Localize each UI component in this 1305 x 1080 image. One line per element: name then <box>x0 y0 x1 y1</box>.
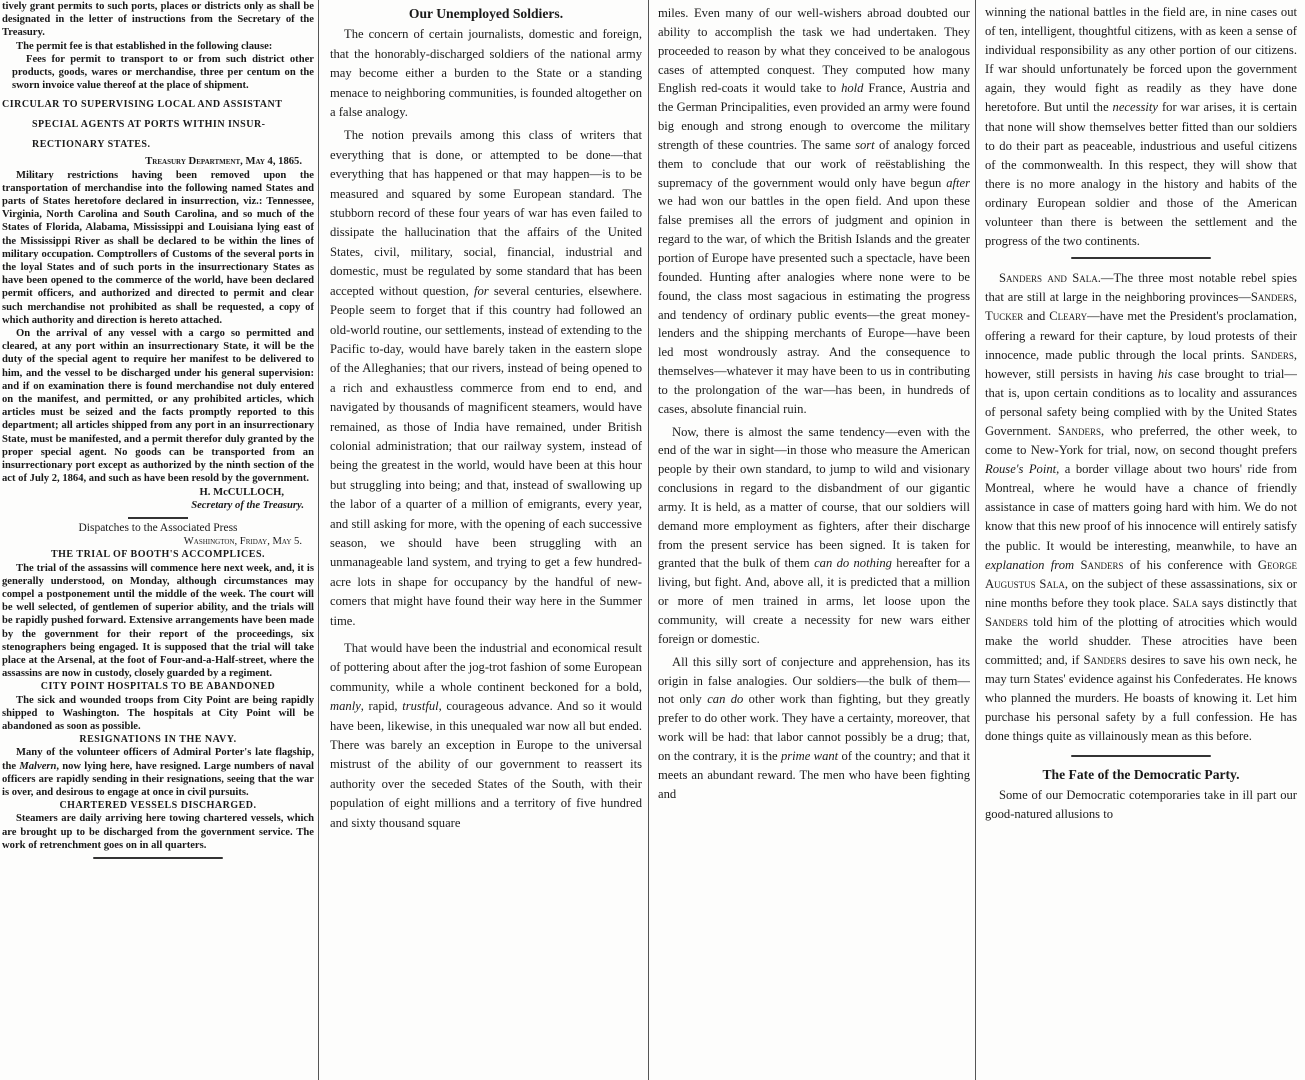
paragraph: Steamers are daily arriving here towing chartered vessels, which are brought up to be discharged from the government service. The work of retrenchment goes on in all quarters. <box>2 813 314 851</box>
signature-title: Secretary of the Treasury. <box>191 499 304 511</box>
text-run: of the country; and that it meets an abundant reward. The men who have been fighting and <box>658 748 970 801</box>
paragraph: Some of our Democratic cotemporaries take in ill part our good-natured allusions to <box>985 787 1297 821</box>
column-divider <box>318 0 319 1080</box>
text-run: , on the subject of these assassinations, six or nine months before they took place. <box>985 576 1297 610</box>
paragraph <box>658 653 970 804</box>
text-run: , rapid, <box>360 699 403 714</box>
person-name: Sanders <box>1080 557 1124 572</box>
text-run: of analogy forced them to conclude that our work of reëstablishing the supremacy of the government would only have begun <box>658 137 970 190</box>
article-headline: The Fate of the Democratic Party. <box>1042 766 1240 782</box>
text-run: hereafter for a living, but fight. And, above all, it is predicted that a million or more of men trained in arms, let loose upon the community, will create a necessity for new wars either foreign or domestic. <box>658 556 970 646</box>
paragraph: The sick and wounded troops from City Point are being rapidly shipped to Washington. The hospitals at City Point will be abandoned as soon as possible. <box>2 694 314 732</box>
paragraph: On the arrival of any vessel with a cargo so permitted and cleared, at any port within an insurrectionary State, it will be the duty of the special agent to require her manifest to be delivered to him, and the vessel to be discharged under his general supervision: and if on examination there is found merchandise not duly entered on the manifest, and permitted, or any prohibited articles, which articles must be seized and the facts promptly reported to this department; all articles shipped from any port in an insurrectionary State, must be manifested, and a permit therefor duly granted by the proper special agent. No goods can be transported from an insurrectionary port except as authorized by the ninth section of the act of July 2, 1864, and such as have been resold by the government. <box>2 328 314 485</box>
person-name: Sanders <box>1250 347 1294 362</box>
text-run: , a border village about two hours' ride from Montreal, where he would have a chance of friendly assistance in case of matters going hard with him. We do not know that this new proof of his innocence will entirely satisfy the public. It would be interesting, meanwhile, to have an <box>985 462 1297 553</box>
text-run: case brought to trial—that is, upon certain conditions as to locality and assurances of personal safety being complied with by the United States Government. <box>985 366 1297 438</box>
person-name: Tucker <box>985 309 1024 324</box>
text-run: several centuries, elsewhere. People seem to forget that if this country had followed an old-world routine, our settlements, instead of extending to the Pacific to-day, would have barely taken in the eastern slope of the Alleghanies; that our rivers, instead of being opened to a rich and exhaustless commerce from end to end, and navigated by thousands of magnificent steamers, would have remained, as those of India have remained, under British colonial administration; that our railway system, instead of being the greatest in the world, would have been at this hour but struggling into being; and that, instead of swallowing up the labor of a quarter of a million of emigrants, every year, and still asking for more, with the opening of each successive season, we should have been struggling with an unmanageable land system, and trying to get a few hundred-acre lots in shape for occupancy by the handful of new-comers that might have found their way here in the Summer time. <box>330 283 642 628</box>
text-run: and <box>1023 309 1050 324</box>
text-run: , who preferred, the other week, to come to New-York for trial, now, on second thought prefers <box>985 423 1297 458</box>
section-heading: RESIGNATIONS IN THE NAVY. <box>79 734 237 746</box>
column-divider <box>648 0 649 1080</box>
italic-text: manly <box>330 699 361 714</box>
fee-clause: Fees for permit to transport to or from such district other products, goods, wares or merchandise, three per centum on the sworn invoice value thereof at the place of shipment. <box>12 53 314 92</box>
text-run: says distinctly that <box>1198 595 1297 610</box>
section-heading: THE TRIAL OF BOOTH'S ACCOMPLICES. <box>50 549 266 561</box>
text-run: of his conference with <box>1123 557 1258 572</box>
article-headline: Our Unemployed Soldiers. <box>408 6 564 21</box>
text-run: France, Austria and the German Principalities, even provided an army were found big enough and strong enough to overcome the military strength of these countries. The same <box>658 81 970 152</box>
text-run: we had won our battles in the open field. And upon these false premises all the errors of judgment and opinion in regard to the war, of which the British Islands and the greater portion of Europe have presented such a spectacle, have been founded. Hunting after analogies where none were to be found, the class most sagacious in estimating the progress and tendency of ordinary public events—the great money-lenders and the shipping merchants of Europe—have been led most wondrously astray. And the consequence to themselves—whatever it may have been to us in contributing to the prolongation of the war—has been, in hundreds of cases, absolute financial ruin. <box>658 194 970 416</box>
person-name: Sanders <box>1083 653 1127 668</box>
italic-text: his <box>1157 366 1173 381</box>
section-heading: CHARTERED VESSELS DISCHARGED. <box>59 800 257 812</box>
paragraph <box>330 126 642 631</box>
italic-text: Rouse's Point <box>985 462 1057 477</box>
text-run: , however, still persists in having <box>985 347 1297 381</box>
text-run: told him of the plotting of atrocities which would make the world shudder. These atrocities have been committed; and, if <box>985 614 1297 668</box>
paragraph <box>985 3 1297 251</box>
text-run: —have met the President's proclamation, offering a reward for their capture, by loud protests of their innocence, made public through the local prints. <box>985 309 1297 362</box>
italic-text: prime want <box>780 748 839 763</box>
section-heading: CITY POINT HOSPITALS TO BE ABANDONED <box>40 681 276 693</box>
text-run: , <box>1293 290 1297 305</box>
italic-text: necessity <box>1112 100 1158 115</box>
text-run: Many of the volunteer officers of Admiral Porter's late flagship, the <box>2 747 314 772</box>
person-name: Sanders <box>1057 423 1101 438</box>
person-name: George Augustus Sala <box>985 557 1297 591</box>
italic-text: explanation from <box>985 557 1075 572</box>
person-name: Sala <box>1172 595 1199 610</box>
text-run: , courageous advance. And so it would have been, likewise, in this unequaled war now all but ended. There was barely an exception in Europe to the universal mistrust of the ability of our government to reassert its authority over the seceded States of the South, with their population of eight millions and a territory of five hundred and sixty thousand square <box>330 699 642 830</box>
divider <box>1071 257 1211 259</box>
divider <box>1071 755 1211 757</box>
text-run: for war arises, it is certain that none will show themselves better fitted than our soldiers to do their part as peaceable, industrious and useful citizens of the commonwealth. In this respect, they will show that there is no more analogy in the history and habits of the ordinary European soldier and those of the American volunteer than there is between the settlement and the progress of the two continents. <box>985 100 1297 249</box>
paragraph: The trial of the assassins will commence here next week, and, it is generally understood, on Monday, although circumstances may compel a postponement until the middle of the week. The court will be well selected, of gentlemen of superior ability, and the trials will be rapidly pushed forward. Extensive arrangements have been made by the government for their report of the proceedings, six stenographers being engaged. It is supposed that the trial will take place at the Arsenal, at the foot of Four-and-a-Half-street, where the assassins are now in custody, closely guarded by a regiment. <box>2 562 314 680</box>
italic-text: after <box>946 175 970 190</box>
paragraph: The permit fee is that established in the following clause: <box>16 40 273 52</box>
column-4 <box>985 0 1297 1080</box>
text-run: miles. Even many of our well-wishers abroad doubted our ability to accomplish the task we had undertaken. They proceeded to reason by what they conceived to be analogous cases of attempted conquest. They computed how many English red-coats it would take to <box>658 6 970 96</box>
italic-text: trustful <box>402 699 439 714</box>
dispatch-dateline: Washington, Friday, May 5. <box>183 536 302 548</box>
paragraph: Military restrictions having been removed upon the transportation of merchandise into the following named States and parts of States heretofore declared in insurrection, viz.: Tennessee, Virginia, North Carolina and South Carolina, and so much of the States of Florida, Alabama, Mississippi and Louisiana lying east of the Mississippi River as shall be declared to be within the lines of military occupation. Comptrollers of Customs of the several ports in the loyal States and of such ports in the insurrectionary States as have been opened to the commerce of the world, have been declared permit officers, and authorized and directed to permit and clear such merchandise not prohibited as shall be requested, a copy of which authority and direction is hereto attached. <box>2 169 314 326</box>
text-run: —The three most notable rebel spies that are still at large in the neighboring provinces— <box>985 271 1297 305</box>
italic-text: for <box>473 283 489 298</box>
section-heading: SPECIAL AGENTS AT PORTS WITHIN INSUR- <box>32 119 266 131</box>
paragraph <box>2 746 314 799</box>
divider <box>93 857 223 859</box>
dateline: Treasury Department, May 4, 1865. <box>145 156 302 168</box>
italic-text: sort <box>855 137 875 152</box>
person-name: Sanders <box>1250 290 1294 305</box>
paragraph: The concern of certain journalists, domestic and foreign, that the honorably-discharged soldiers of the national army may become either a burden to the State or a standing menace to neighboring communities, is founded altogether on a false analogy. <box>330 27 642 120</box>
paragraph <box>658 4 970 419</box>
section-heading: RECTIONARY STATES. <box>32 139 151 151</box>
dispatch-heading: Dispatches to the Associated Press <box>78 521 238 534</box>
text-run: All this silly sort of conjecture and apprehension, has its origin in false analogies. Our soldiers—the bulk of them—not only <box>658 654 970 707</box>
column-3 <box>658 0 970 1080</box>
text-run: Now, there is almost the same tendency—even with the end of the war in sight—in those who measure the American people by their own standard, to jump to wild and visionary conclusions in regard to the disbandment of our gigantic army. It is held, as a matter of course, that our soldiers will demand more employment as fighters, after their discharge from the present service has been signed. It is taken for granted that the bulk of them <box>658 424 970 571</box>
person-name: Sanders <box>985 614 1029 629</box>
italic-text: hold <box>841 81 864 96</box>
italic-text: can do <box>707 692 744 707</box>
text-run: winning the national battles in the field are, in nine cases out of ten, intelligent, thoughtful citizens, with as keen a sense of individual responsibility as any other portion of our citizens. If war should unfortunately be forced upon the government again, they would fight as readily as they have done heretofore. But until the <box>985 5 1297 115</box>
paragraph <box>985 269 1297 746</box>
paragraph <box>658 423 970 649</box>
text-run: other work than fighting, but they greatly prefer to do other work. They have a certainty, moreover, that work will be had: that labor cannot possibly be a drug; that, on the contrary, it is the <box>658 692 970 763</box>
person-name: Cleary <box>1049 309 1088 324</box>
text-run: , now lying here, have resigned. Large numbers of naval officers are rapidly sending in their resignations, seeing that the war is over, and desirous to engage at once in civil pursuits. <box>2 760 314 798</box>
column-2 <box>330 0 642 1080</box>
article-lead: Sanders and Sala. <box>999 271 1101 286</box>
column-1 <box>2 0 314 1080</box>
italic-text: can do nothing <box>814 556 892 571</box>
text-run: That would have been the industrial and economical result of pottering about after the jog-trot fashion of some European community, while a whole continent beckoned for a bold, <box>330 641 642 694</box>
signature-name: H. McCULLOCH, <box>199 486 284 498</box>
text-run: desires to save his own neck, he may turn States' evidence against his Confederates. He knows who planned the murders. He boasts of knowing it. Let him purchase his personal safety by a full confession. He has done things quite as villainously mean as this before. <box>985 653 1297 744</box>
column-divider <box>975 0 976 1080</box>
section-heading: CIRCULAR TO SUPERVISING LOCAL AND ASSISTANT <box>2 99 283 111</box>
paragraph <box>330 639 642 833</box>
paragraph: tively grant permits to such ports, places or districts only as shall be designated in the letter of instructions from the Secretary of the Treasury. <box>2 1 314 39</box>
text-run: The notion prevails among this class of writers that everything that is done, or attempted to be done—that everything that has happened or that may happen—is to be measured and squared by some European standard. The stubborn record of these four years of war has even failed to dissipate the hallucination that the affairs of the United States, civil, military, social, financial, industrial and domestic, must be regulated by some standard that has been accepted without question, <box>330 128 642 298</box>
ship-name: Malvern <box>19 760 57 772</box>
divider <box>128 517 188 519</box>
